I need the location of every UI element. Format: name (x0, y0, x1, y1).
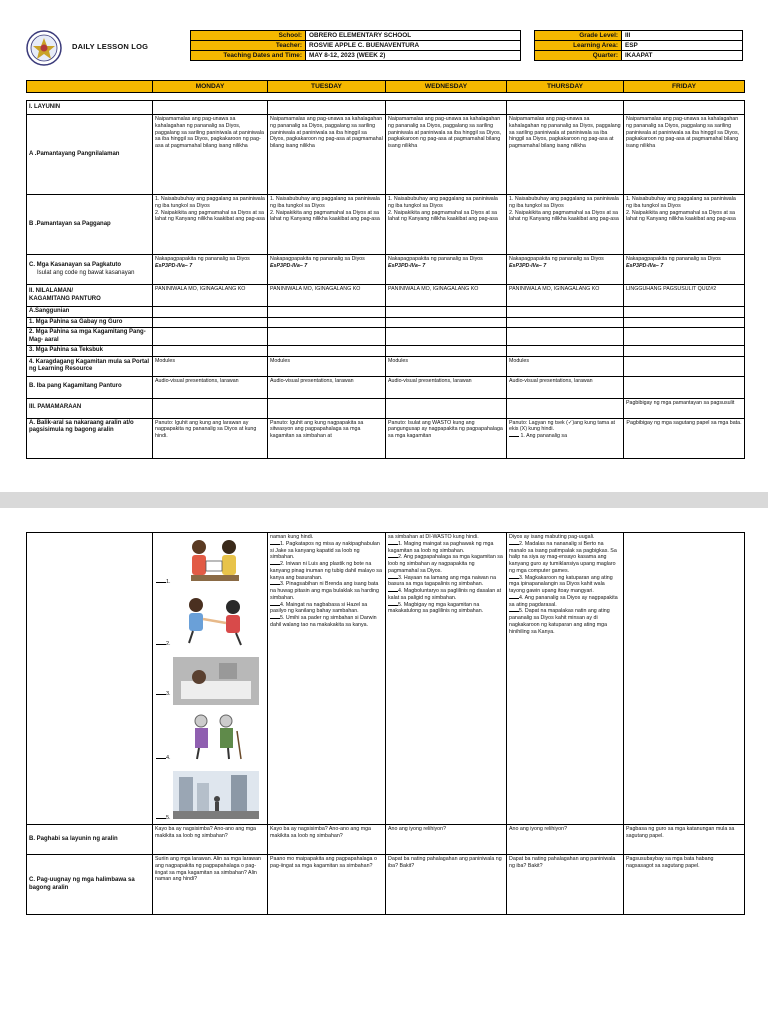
paghabi-tue: Kayo ba ay nagsisimba? Ano-ano ang mga makikita sa loob ng simbahan? (268, 825, 386, 855)
table-row (27, 418, 745, 458)
nilalaman-tue: PANINIWALA MO, IGINAGALANG KO (268, 285, 386, 307)
school-label: School: (191, 31, 306, 41)
pamantayang-wed: Naipamamalas ang pag-unawa sa kahalagahan ng pananalig sa Diyos, paggalang sa sariling paniniwala at paniniwala sa iba hinggil sa Diyos, pagkakaroon ng pag-asa at pagmamahal bilang isang nilikha (386, 115, 507, 195)
lesson-log-page-2 (0, 508, 768, 1024)
balik-aral-mon: Panuto: Iguhit ang kung ang larawan ay nagpapakita ng pananalig sa Diyos at kung hindi. (153, 418, 268, 458)
city-street-picture (171, 769, 261, 821)
elderly-couple-picture (171, 711, 261, 763)
kasanayan-thu: Nakapagpapakita ng pananalig sa Diyos EsP3PD-IVa– 7 (507, 255, 624, 285)
paghabi-thu: Ano ang iyong relihiyon? (507, 825, 624, 855)
dates-label: Teaching Dates and Time: (191, 51, 306, 61)
iba-pang-mon: Audio-visual presentations, larawan (153, 376, 268, 398)
gabay-label: 1. Mga Pahina sa Gabay ng Guro (27, 317, 153, 328)
picture-label-4: 4. (156, 755, 171, 762)
teksbuk-label: 3. Mga Pahina sa Teksbuk (27, 346, 153, 357)
balik-aral-tue: Panuto: Iguhit ang kung nagpapakita sa sitwasyon ang pagpapahalaga sa mga kagamitan sa simbahan at (268, 418, 386, 458)
pamamaraan-fri: Pagbibigay ng mga pamantayan sa pagsusulit (624, 398, 745, 418)
table-row (27, 328, 745, 346)
pagganap-tue: 1. Naisabubuhay ang paggalang sa paniniwala ng iba tungkol sa Diyos 2. Naipakikita ang pagmamahal sa Diyos at sa lahat ng Kanyang nilikha kaakibat ang pag-asa (268, 195, 386, 255)
balik-aral-wed: Panuto: Isulat ang WASTO kung ang pangungusap ay nagpapakita ng pagpapahalaga sa mga kagamitan (386, 418, 507, 458)
table-row (27, 307, 745, 318)
sanggunian-label: A.Sanggunian (27, 307, 153, 318)
paghabi-mon: Kayo ba ay nagsisimba? Ano-ano ang mga makikita sa loob ng simbahan? (153, 825, 268, 855)
modules-tue: Modules (268, 356, 386, 376)
pag-uugnay-fri: Pagsusubaybay sa mga bata habang nagsasagot sa sagutang papel. (624, 855, 745, 915)
area-value: ESP (622, 41, 743, 51)
day-tuesday: TUESDAY (268, 81, 386, 93)
pagganap-fri: 1. Naisabubuhay ang paggalang sa paniniwala ng iba tungkol sa Diyos 2. Naipakikita ang pagmamahal sa Diyos at sa lahat ng Kanyang nilikha kaakibat ang pag-asa (624, 195, 745, 255)
table-row (27, 825, 745, 855)
table-row (27, 533, 745, 825)
balik-aral-thu: Panuto: Lagyan ng tsek (✓)ang kung tama at ekis (X) kung hindi. 1. Ang pananalig sa (507, 418, 624, 458)
nilalaman-thu: PANINIWALA MO, IGINAGALANG KO (507, 285, 624, 307)
picture-label-2: 2. (156, 641, 171, 648)
modules-thu: Modules (507, 356, 624, 376)
pamamaraan-label: III. PAMAMARAAN (27, 398, 153, 418)
pamantayang-label: A .Pamantayang Pangnilalaman (27, 115, 153, 195)
modules-mon: Modules (153, 356, 268, 376)
person-resting-picture (171, 655, 261, 707)
table-row (27, 255, 745, 285)
pagganap-label: B .Pamantayan sa Pagganap (27, 195, 153, 255)
day-friday: FRIDAY (624, 81, 745, 93)
day-thursday: THURSDAY (507, 81, 624, 93)
iba-pang-label: B. Iba pang Kagamitang Panturo (27, 376, 153, 398)
table-row (27, 101, 745, 115)
dates-value: MAY 8-12, 2023 (WEEK 2) (306, 51, 521, 61)
document-title: DAILY LESSON LOG (72, 42, 149, 51)
iba-pang-tue: Audio-visual presentations, larawan (268, 376, 386, 398)
area-label: Learning Area: (535, 41, 622, 51)
kasanayan-wed: Nakapagpapakita ng pananalig sa Diyos EsP3PD-IVa– 7 (386, 255, 507, 285)
school-info-table (190, 30, 521, 61)
paghabi-wed: Ano ang iyong relihiyon? (386, 825, 507, 855)
karagdagang-label: 4. Karagdagang Kagamitan mula sa Portal ng Learning Resource (27, 356, 153, 376)
kasanayan-tue: Nakapagpapakita ng pananalig sa Diyos EsP3PD-IVa– 7 (268, 255, 386, 285)
table-row (27, 285, 745, 307)
pag-uugnay-mon: Suriin ang mga larawan. Alin sa mga larawan ang nagpapakita ng pagpapahalaga o pag-iingat sa mga kagamitan sa simbahan? Alin naman ang hindi? (153, 855, 268, 915)
iba-pang-wed: Audio-visual presentations, larawan (386, 376, 507, 398)
pamantayang-thu: Naipamamalas ang pag-unawa sa kahalagahan ng pananalig sa Diyos, paggalang sa sariling paniniwala at paniniwala sa iba hinggil sa Diyos, pagkakaroon ng pag-asa at pagmamahal bilang isang nilikha (507, 115, 624, 195)
grade-info-table (534, 30, 743, 61)
quarter-label: Quarter: (535, 51, 622, 61)
kasanayan-mon: Nakapagpapakita ng pananalig sa Diyos EsP3PD-IVa– 7 (153, 255, 268, 285)
thu-items: Diyos ay isang mabuting pag-uugali. 2. Madalas na nananalig si Berto na manalo sa isang patimpalak sa pagbigkas. Sa halip na siya ay mag-ensayo kasama ang kanyang guro ay tumiklansiya upang maglaro ng mga computer games. 3. Magkakaroon ng katuparan ang ating mga ipinapanalangin sa Diyos kahit wala tayong gawin upang itoay mangyari. 4. Ang pananalig sa Diyos ay nagpapakita sa ating pagdarasal. 5. Dapat na mapalakas natin ang ating pananalig sa Diyos kahit minsan ay di nagkakaroon ng katuparan ang ating mga hinihiling sa Kanya. (507, 533, 624, 825)
nilalaman-mon: PANINIWALA MO, IGINAGALANG KO (153, 285, 268, 307)
teacher-value: ROSVIE APPLE C. BUENAVENTURA (306, 41, 521, 51)
teacher-label: Teacher: (191, 41, 306, 51)
table-row (27, 317, 745, 328)
balik-aral-fri: Pagbibigay ng mga sagutang papel sa mga bata. (624, 418, 745, 458)
pag-uugnay-tue: Paano mo maipapakita ang pagpapahalaga o pag-iingat sa mga kagamitan sa simbahan? (268, 855, 386, 915)
pagganap-thu: 1. Naisabubuhay ang paggalang sa paniniwala ng iba tungkol sa Diyos 2. Naipakikita ang pagmamahal sa Diyos at sa lahat ng Kanyang nilikha kaakibat ang pag-asa (507, 195, 624, 255)
pag-uugnay-label: C. Pag-uugnay ng mga halimbawa sa bagong aralin (27, 855, 153, 915)
quarter-value: IKAAPAT (622, 51, 743, 61)
kagamitang-mag-aaral-label: 2. Mga Pahina sa mga Kagamitang Pang- Mag- aaral (27, 328, 153, 346)
children-fighting-picture (171, 595, 261, 647)
grade-value: III (622, 31, 743, 41)
children-reading-picture (171, 535, 261, 587)
deped-seal-icon (26, 30, 62, 66)
kasanayan-fri: Nakapagpapakita ng pananalig sa Diyos EsP3PD-IVa– 7 (624, 255, 745, 285)
nilalaman-label: II. NILALAMAN/ KAGAMITANG PANTURO (27, 285, 153, 307)
day-wednesday: WEDNESDAY (386, 81, 507, 93)
pagganap-wed: 1. Naisabubuhay ang paggalang sa paniniwala ng iba tungkol sa Diyos 2. Naipakikita ang pagmamahal sa Diyos at sa lahat ng Kanyang nilikha kaakibat ang pag-asa (386, 195, 507, 255)
day-header-row (26, 80, 745, 93)
table-row (27, 855, 745, 915)
table-row (27, 398, 745, 418)
table-row (27, 376, 745, 398)
table-row (27, 356, 745, 376)
pamantayang-fri: Naipamamalas ang pag-unawa sa kahalagahan ng pananalig sa Diyos, paggalang sa sariling paniniwala at paniniwala sa iba hinggil sa Diyos, pagkakaroon ng pag-asa at pagmamahal bilang isang nilikha (624, 115, 745, 195)
grade-label: Grade Level: (535, 31, 622, 41)
balik-aral-label: A. Balik-aral sa nakaraang aralin at/o pagsisimula ng bagong aralin (27, 418, 153, 458)
pamantayang-tue: Naipamamalas ang pag-unawa sa kahalagahan ng pananalig sa Diyos, paggalang sa sariling paniniwala at paniniwala sa iba hinggil sa Diyos, pagkakaroon ng pag-asa at pagmamahal bilang isang nilikha (268, 115, 386, 195)
nilalaman-wed: PANINIWALA MO, IGINAGALANG KO (386, 285, 507, 307)
table-row (27, 115, 745, 195)
lesson-log-page-1 (0, 0, 768, 492)
table-row (27, 346, 745, 357)
wed-items: sa simbahan at DI-WASTO kung hindi. 1. Maging maingat sa paghawak ng mga kagamitan sa loob ng simbahan. 2. Ang pagpapahalaga sa mga kagamitan sa loob ng simbahan ay nagpapakita ng pagmamahal sa Diyos. 3. Hayaan na lamang ang mga naiwan na basura sa mga tagapalinis ng simbahan. 4. Magboluntaryo sa paglilinis ng dasalan at kalat sa paligid ng simbahan. 5. Magbigay ng mga kagamitan na makakatulong sa paglilinis ng simbahan. (386, 533, 507, 825)
layunin-label: I. LAYUNIN (27, 101, 153, 115)
paghabi-fri: Pagbasa ng guro sa mga katanungan mula sa sagutang papel. (624, 825, 745, 855)
school-value: OBRERO ELEMENTARY SCHOOL (306, 31, 521, 41)
pag-uugnay-thu: Dapat ba nating pahalagahan ang paniniwala ng iba? Bakit? (507, 855, 624, 915)
nilalaman-fri: LINGGUHANG PAGSUSULIT QUIZ#2 (624, 285, 745, 307)
picture-label-5: 5. (156, 815, 171, 822)
picture-label-1: 1. (156, 579, 171, 586)
kasanayan-label: C. Mga Kasanayan sa Pagkatuto Isulat ang code ng bawat kasanayan (27, 255, 153, 285)
day-header-blank (27, 81, 153, 93)
picture-label-3: 3. (156, 691, 171, 698)
pagganap-mon: 1. Naisabubuhay ang paggalang sa paniniwala ng iba tungkol sa Diyos 2. Naipakikita ang pagmamahal sa Diyos at sa lahat ng Kanyang nilikha kaakibat ang pag-asa (153, 195, 268, 255)
day-monday: MONDAY (153, 81, 268, 93)
table-row (27, 195, 745, 255)
lesson-grid-page-2 (26, 532, 745, 915)
modules-wed: Modules (386, 356, 507, 376)
paghabi-label: B. Paghabi sa layunin ng aralin (27, 825, 153, 855)
tue-items: naman kung hindi. 1. Pagkatapos ng misa ay nakipaghabulan si Jake sa kanyang kapatid sa loob ng simbahan. 2. Iniwan ni Luis ang plastik ng bote na kanyang pinag inuman ng tubig dahil malayo sa kanya ang basurahan. 3. Pinagsabihan ni Brenda ang isang bata na huwag pitasin ang mga bulaklak sa harding simbahan. 4. Maingat na nagbabasa si Hazel sa pasilyo ng kanilang bahay sambahan. 5. Umihi sa pader ng simbahan si Darwin dahil walang tao na makakakita sa kanya. (268, 533, 386, 825)
pag-uugnay-wed: Dapat ba nating pahalagahan ang paniniwala ng iba? Bakit? (386, 855, 507, 915)
picture-list (153, 533, 268, 825)
iba-pang-thu: Audio-visual presentations, larawan (507, 376, 624, 398)
pamantayang-mon: Naipamamalas ang pag-unawa sa kahalagahan ng pananalig sa Diyos, paggalang sa sariling paniniwala at paniniwala sa iba hinggil sa Diyos, pagkakaroon ng pag-asa at pagmamahal bilang isang nilikha (153, 115, 268, 195)
header (26, 30, 744, 68)
lesson-grid-page-1 (26, 100, 745, 459)
